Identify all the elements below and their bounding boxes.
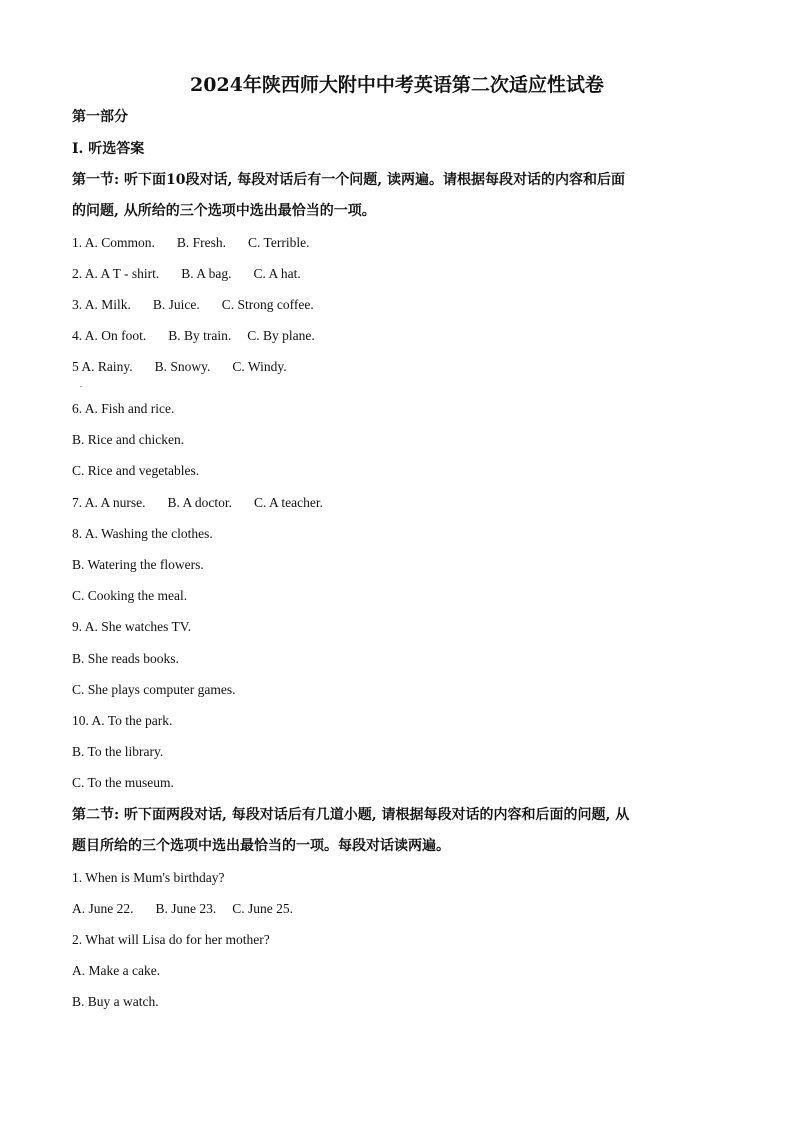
q4-option-b: B. By train. [168,328,232,343]
q1-option-a: 1. A. Common. [72,235,155,250]
q9-option-b: B. She reads books. [72,651,179,666]
question-2 [72,265,301,283]
question-4 [72,327,315,345]
section2-instruction-line1: 第二节: 听下面两段对话, 每段对话后有几道小题, 请根据每段对话的内容和后面的问题, 从 [72,807,630,823]
q4-option-c: C. By plane. [247,328,315,343]
q9-option-a: 9. A. She watches TV. [72,619,192,634]
section1-instruction-line2: 的问题, 从所给的三个选项中选出最恰当的一项。 [72,203,376,219]
q6-option-b: B. Rice and chicken. [72,432,185,447]
s2-question-1-options [72,900,293,918]
s2q2-option-b: B. Buy a watch. [72,994,159,1009]
section1-instruction-line1: 第一节: 听下面10段对话, 每段对话后有一个问题, 读两遍。请根据每段对话的内容和后面 [72,172,626,188]
q10-option-c: C. To the museum. [72,775,174,790]
q4-option-a: 4. A. On foot. [72,328,147,343]
q8-option-c: C. Cooking the meal. [72,588,188,603]
q8-option-a: 8. A. Washing the clothes. [72,526,213,541]
q10-option-b: B. To the library. [72,744,164,759]
q6-option-a: 6. A. Fish and rice. [72,401,175,416]
s2q1-option-b: B. June 23. [155,901,217,916]
q3-option-b: B. Juice. [152,297,200,312]
page-title: 2024年陕西师大附中中考英语第二次适应性试卷 [190,74,604,96]
q2-option-a: 2. A. A T - shirt. [72,266,160,281]
q10-option-a: 10. A. To the park. [72,713,173,728]
q5-option-b: B. Snowy. [154,359,211,374]
q1-option-b: B. Fresh. [176,235,227,250]
q8-option-b: B. Watering the flowers. [72,557,204,572]
question-3 [72,296,314,314]
q7-option-a: 7. A. A nurse. [72,495,146,510]
q6-option-c: C. Rice and vegetables. [72,463,200,478]
question-5 [72,358,287,376]
q3-option-c: C. Strong coffee. [221,297,314,312]
s2-question-2: 2. What will Lisa do for her mother? [72,932,270,947]
q2-option-c: C. A hat. [253,266,301,281]
s2-question-1: 1. When is Mum's birthday? [72,870,225,885]
part-label: 第一部分 [72,109,128,125]
q3-option-a: 3. A. Milk. [72,297,131,312]
q5-option-a: 5 A. Rainy. [72,359,133,374]
q5-option-c: C. Windy. [232,359,287,374]
question-1 [72,234,309,252]
q9-option-c: C. She plays computer games. [72,682,236,697]
s2q2-option-a: A. Make a cake. [72,963,161,978]
question-7 [72,494,323,512]
stray-dot-mark: . [80,380,82,389]
q2-option-b: B. A bag. [181,266,232,281]
q1-option-c: C. Terrible. [248,235,310,250]
section2-instruction-line2: 题目所给的三个选项中选出最恰当的一项。每段对话读两遍。 [72,838,450,854]
q7-option-b: B. A doctor. [167,495,233,510]
section-heading: I. 听选答案 [72,141,145,157]
q7-option-c: C. A teacher. [254,495,324,510]
s2q1-option-a: A. June 22. [72,901,134,916]
s2q1-option-c: C. June 25. [232,901,293,916]
